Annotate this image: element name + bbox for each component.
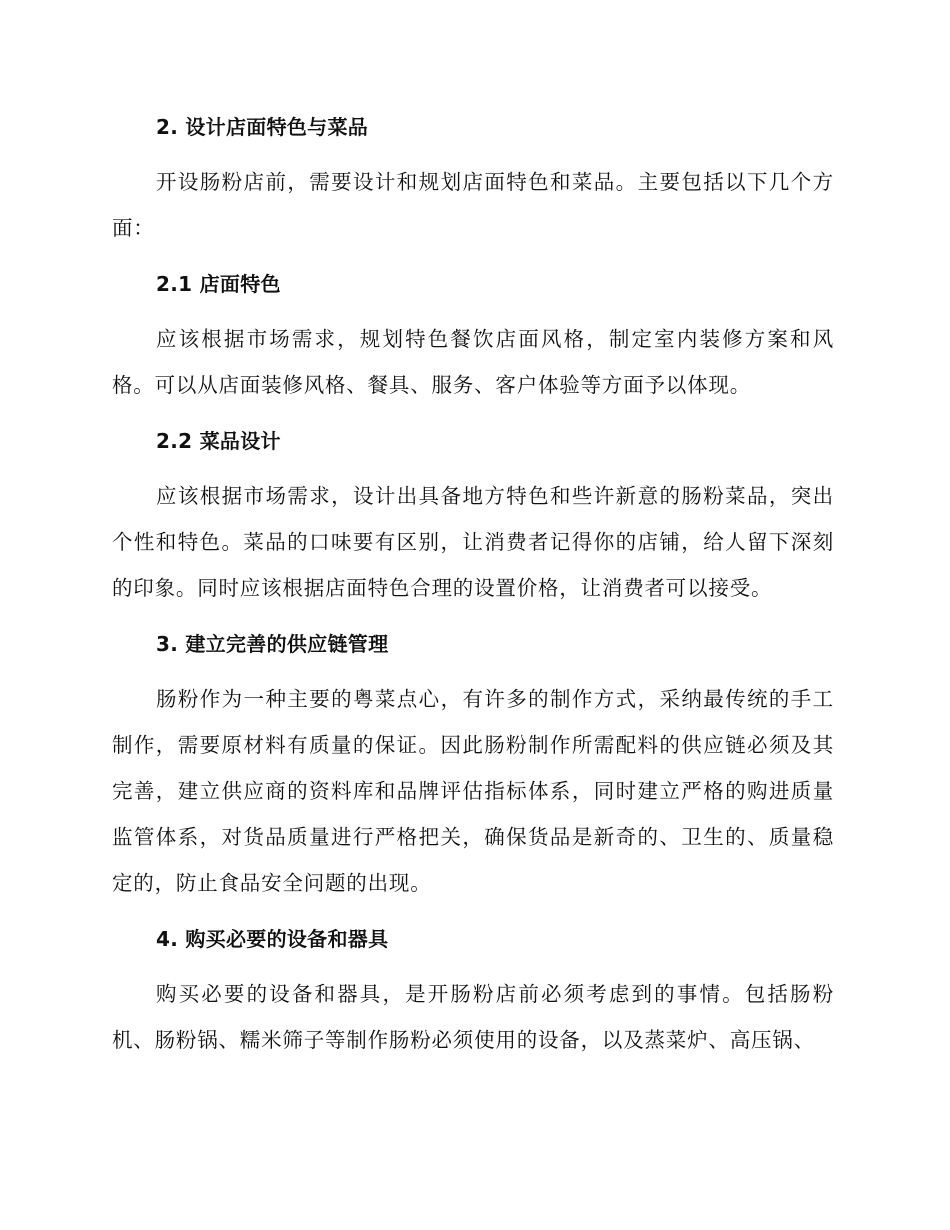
section-paragraph: 购买必要的设备和器具，是开肠粉店前必须考虑到的事情。包括肠粉机、肠粉锅、糯米筛子等制作肠粉必须使用的设备，以及蒸菜炉、高压锅、	[112, 982, 834, 1052]
section-paragraph: 应该根据市场需求，规划特色餐饮店面风格，制定室内装修方案和风格。可以从店面装修风格、餐具、服务、客户体验等方面予以体现。	[112, 327, 834, 397]
document-body	[112, 112, 834, 1063]
section-heading: 3. 建立完善的供应链管理	[156, 632, 389, 656]
section-heading: 2.1 店面特色	[156, 272, 281, 296]
section-heading: 2.2 菜品设计	[156, 429, 281, 453]
section-heading: 2. 设计店面特色与菜品	[156, 115, 369, 139]
section-heading: 4. 购买必要的设备和器具	[156, 927, 389, 951]
section-paragraph: 应该根据市场需求，设计出具备地方特色和些许新意的肠粉菜品，突出个性和特色。菜品的口味要有区别，让消费者记得你的店铺，给人留下深刻的印象。同时应该根据店面特色合理的设置价格，让消费者可以接受。	[112, 484, 834, 600]
section-paragraph: 开设肠粉店前，需要设计和规划店面特色和菜品。主要包括以下几个方面：	[112, 170, 834, 240]
section-paragraph: 肠粉作为一种主要的粤菜点心，有许多的制作方式，采纳最传统的手工制作，需要原材料有质量的保证。因此肠粉制作所需配料的供应链必须及其完善，建立供应商的资料库和品牌评估指标体系，同时建立严格的购进质量监管体系，对货品质量进行严格把关，确保货品是新奇的、卫生的、质量稳定的，防止食品安全问题的出现。	[112, 687, 834, 895]
